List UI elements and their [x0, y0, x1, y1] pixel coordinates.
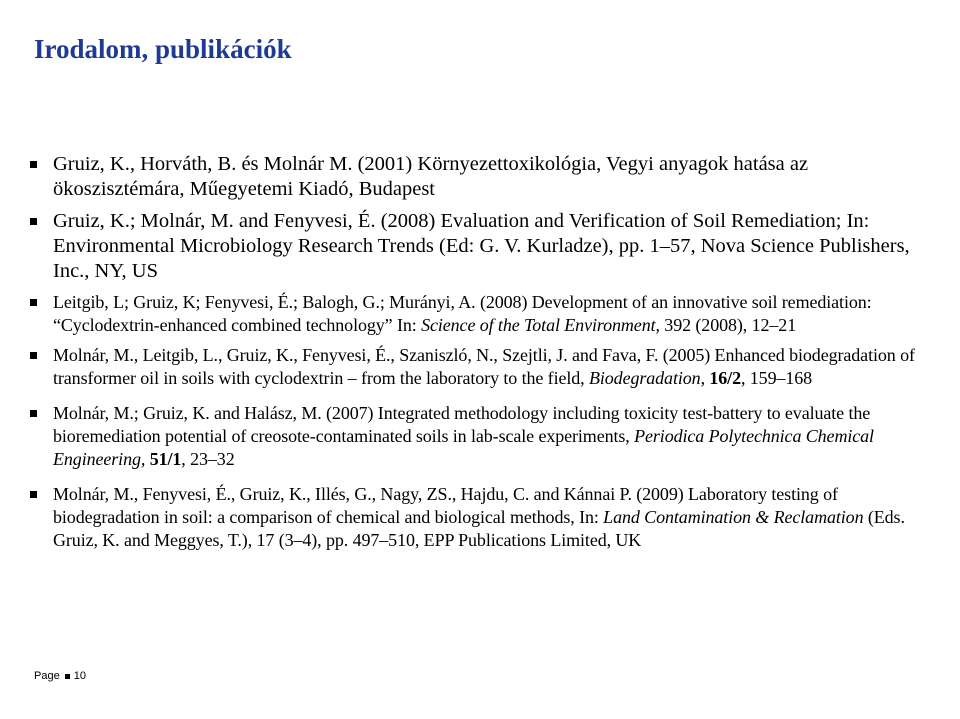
reference-pages: 392 (2008), 12–21 [659, 315, 797, 335]
separator: , [700, 368, 710, 388]
square-bullet-icon [30, 218, 37, 225]
reference-item [30, 344, 930, 390]
reference-text: Molnár, M., Fenyvesi, É., Gruiz, K., Illés, G., Nagy, ZS., Hajdu, C. and Kánnai P. (2009) Laboratory testing of biodegradation in soil: a comparison of chemical and biological methods, In: [53, 484, 838, 527]
page-title: Irodalom, publikációk [34, 34, 292, 64]
reference-item [30, 402, 930, 471]
reference-text: Gruiz, K.; Molnár, M. and Fenyvesi, É. (2008) Evaluation and Verification of Soil Remediation; In: Environmental Microbiology Research Trends (Ed: G. V. Kurladze), pp. 1–57, Nova Science Publishers, Inc., NY, US [53, 210, 910, 282]
page-label: Page [34, 670, 60, 682]
reference-list [30, 152, 930, 552]
reference-item [30, 483, 930, 552]
square-bullet-icon [30, 410, 37, 417]
journal-name: Science of the Total Environment, [421, 315, 660, 335]
square-bullet-icon [30, 352, 37, 359]
reference-pages: , 159–168 [740, 368, 813, 388]
reference-text: Gruiz, K., Horváth, B. és Molnár M. (2001) Környezettoxikológia, Vegyi anyagok hatása az ökoszisztémára, Műegyetemi Kiadó, Budapest [53, 153, 809, 200]
square-bullet-icon [30, 161, 37, 168]
reference-item [30, 209, 930, 284]
reference-item [30, 152, 930, 202]
journal-name: Biodegradation [588, 368, 701, 388]
square-bullet-icon [30, 491, 37, 498]
square-bullet-icon [30, 299, 37, 306]
journal-volume: 51/1 [149, 449, 182, 469]
reference-text: Leitgib, L; Gruiz, K; Fenyvesi, É.; Balogh, G.; Murányi, A. (2008) Development of an innovative soil remediation: “Cyclodextrin-enhanced combined technology” In: [53, 292, 872, 335]
journal-name: Land Contamination & Reclamation [603, 507, 864, 527]
square-bullet-icon [65, 674, 70, 679]
journal-name: Periodica Polytechnica Chemical Engineering, [53, 426, 874, 469]
reference-pages: (Eds. Gruiz, K. and Meggyes, T.), 17 (3–4), pp. 497–510, EPP Publications Limited, UK [53, 507, 905, 550]
reference-item [30, 291, 930, 337]
page-footer [34, 670, 86, 682]
journal-volume: 16/2 [709, 368, 741, 388]
page-number: 10 [73, 670, 86, 682]
reference-text: Molnár, M., Leitgib, L., Gruiz, K., Fenyvesi, É., Szaniszló, N., Szejtli, J. and Fava, F. (2005) Enhanced biodegradation of transformer oil in soils with cyclodextrin – from the laboratory to the field, [53, 345, 915, 388]
reference-pages: , 23–32 [181, 449, 235, 469]
reference-text: Molnár, M.; Gruiz, K. and Halász, M. (2007) Integrated methodology including toxicity test-battery to evaluate the bioremediation potential of creosote-contaminated soils in lab-scale experiments, [53, 403, 871, 446]
